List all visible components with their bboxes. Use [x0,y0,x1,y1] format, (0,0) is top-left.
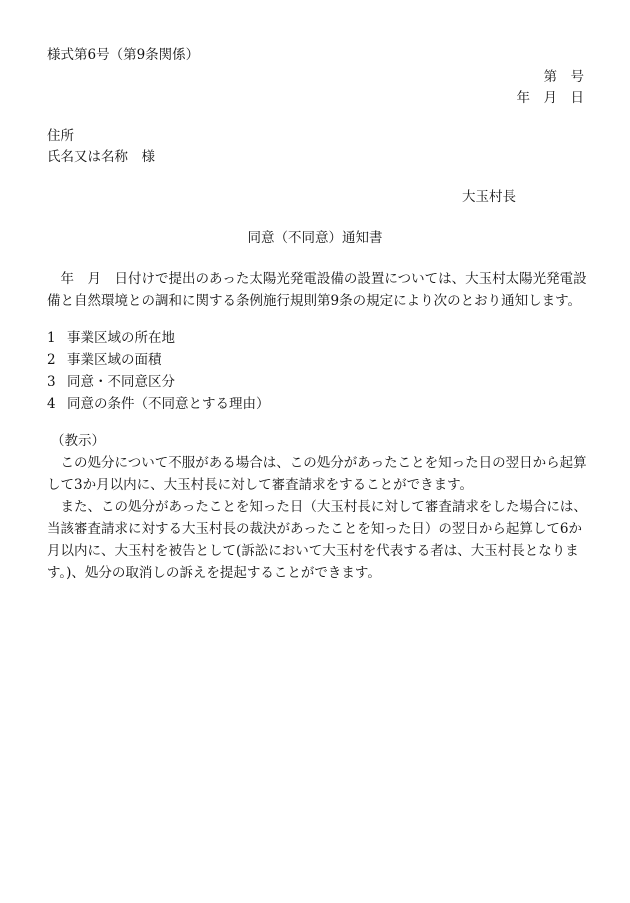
document-number: 第 号 [543,69,584,85]
item-text: 事業区域の面積 [67,352,162,368]
item-text: 同意・不同意区分 [67,374,175,390]
recipient-address-label: 住所 [47,128,74,144]
item-text: 同意の条件（不同意とする理由） [67,396,270,412]
notice-paragraph: この処分について不服がある場合は、この処分があったことを知った日の翌日から起算して3か月以内に、大玉村長に対して審査請求をすることができます。 [47,455,587,493]
item-list [47,327,270,415]
list-item [47,371,270,393]
item-number: 2 [47,352,56,368]
recipient-name-label: 氏名又は名称 様 [47,149,155,165]
sender-name: 大玉村長 [462,189,516,205]
item-number: 3 [47,374,56,390]
item-number: 1 [47,330,56,346]
document-title: 同意（不同意）通知書 [247,230,383,246]
form-number-label: 様式第6号（第9条関係） [47,47,200,63]
list-item [47,393,270,415]
notice-label: （教示） [51,433,105,449]
item-text: 事業区域の所在地 [67,330,175,346]
notice-paragraph: また、この処分があったことを知った日（大玉村長に対して審査請求をした場合には、当該審査請求に対する大玉村長の裁決があったことを知った日）の翌日から起算して6か月以内に、大玉村を被告として(訴訟において大玉村を代表する者は、大玉村長となります。)、処分の取消しの訴えを提起することができます。 [47,499,587,581]
body-paragraph: 年 月 日付けで提出のあった太陽光発電設備の設置については、大玉村太陽光発電設備と自然環境との調和に関する条例施行規則第9条の規定により次のとおり通知します。 [47,271,587,309]
notice-section [47,430,587,584]
list-item [47,349,270,371]
list-item [47,327,270,349]
document-date: 年 月 日 [516,90,584,106]
item-number: 4 [47,396,56,412]
